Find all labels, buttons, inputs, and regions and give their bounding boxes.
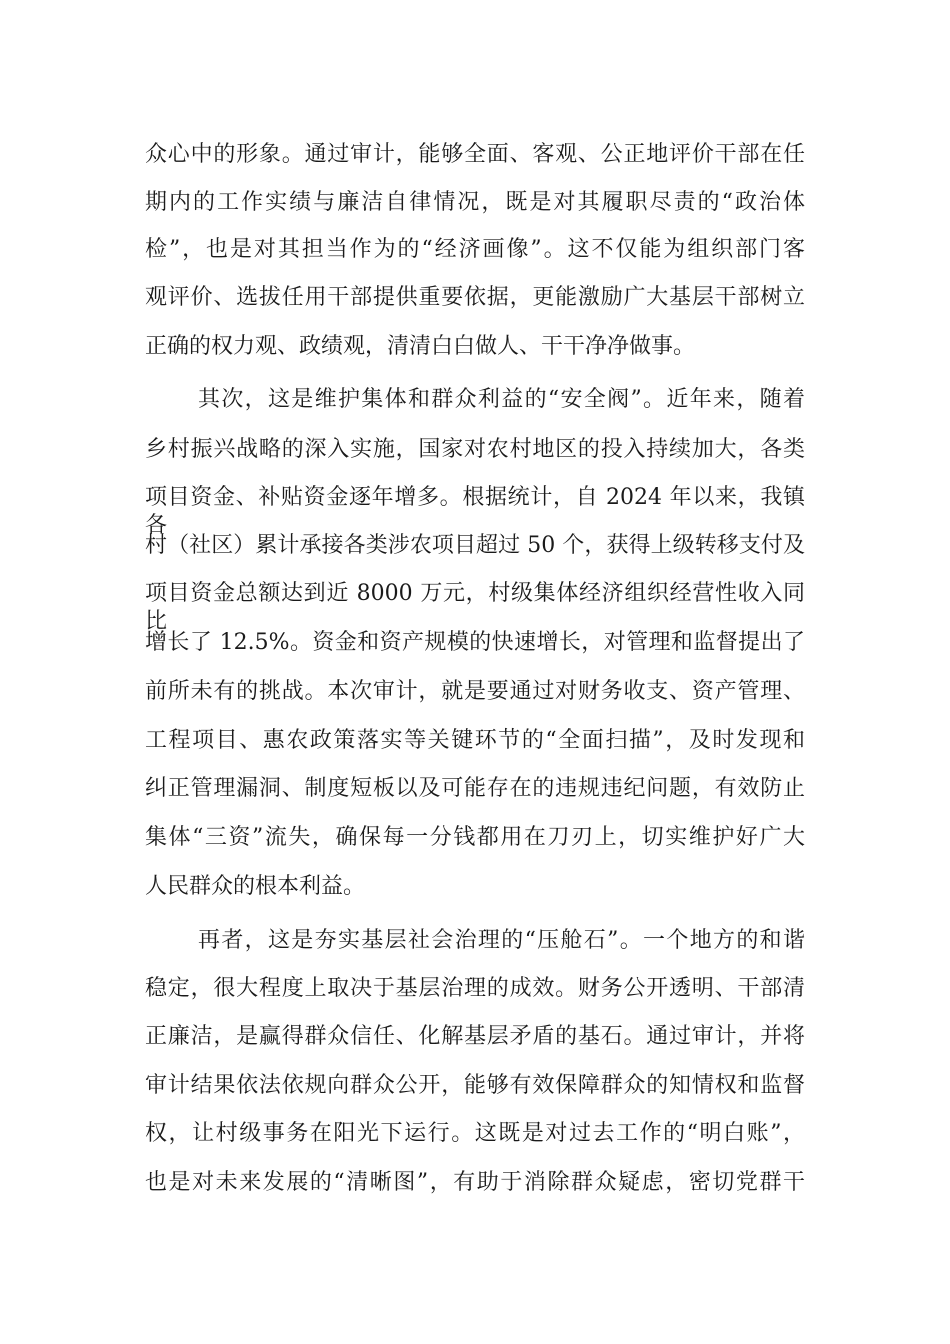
text-line: 期内的工作实绩与廉洁自律情况，既是对其履职尽责的“政治体 [145,190,805,215]
text-line: 纠正管理漏洞、制度短板以及可能存在的违规违纪问题，有效防止 [145,776,805,801]
text-line: 众心中的形象。通过审计，能够全面、客观、公正地评价干部在任 [145,142,805,167]
text-line: 也是对未来发展的“清晰图”，有助于消除群众疑虑，密切党群干 [145,1170,805,1195]
text-line: 权，让村级事务在阳光下运行。这既是对过去工作的“明白账”， [145,1121,805,1146]
text-line: 人民群众的根本利益。 [145,874,366,899]
text-line: 项目资金、补贴资金逐年增多。根据统计，自 2024 年以来，我镇各 [145,485,805,538]
text-line: 增长了 12.5%。资金和资产规模的快速增长，对管理和监督提出了 [145,630,805,655]
text-line: 乡村振兴战略的深入实施，国家对农村地区的投入持续加大，各类 [145,437,805,462]
text-line: 工程项目、惠农政策落实等关键环节的“全面扫描”，及时发现和 [145,728,805,753]
text-line: 前所未有的挑战。本次审计，就是要通过对财务收支、资产管理、 [145,679,805,704]
text-line: 再者，这是夯实基层社会治理的“压舱石”。一个地方的和谐 [198,928,805,953]
text-line: 项目资金总额达到近 8000 万元，村级集体经济组织经营性收入同比 [145,581,805,634]
text-line: 审计结果依法依规向群众公开，能够有效保障群众的知情权和监督 [145,1073,805,1098]
text-line: 集体“三资”流失，确保每一分钱都用在刀刃上，切实维护好广大 [145,825,805,850]
text-line: 观评价、选拔任用干部提供重要依据，更能激励广大基层干部树立 [145,285,805,310]
text-line: 检”，也是对其担当作为的“经济画像”。这不仅能为组织部门客 [145,237,805,262]
text-line: 稳定，很大程度上取决于基层治理的成效。财务公开透明、干部清 [145,976,805,1001]
text-line: 正廉洁，是赢得群众信任、化解基层矛盾的基石。通过审计，并将 [145,1024,805,1049]
text-line: 其次，这是维护集体和群众利益的“安全阀”。近年来，随着 [198,387,805,412]
text-line: 正确的权力观、政绩观，清清白白做人、干干净净做事。 [145,334,696,359]
text-line: 村（社区）累计承接各类涉农项目超过 50 个，获得上级转移支付及 [145,533,805,558]
